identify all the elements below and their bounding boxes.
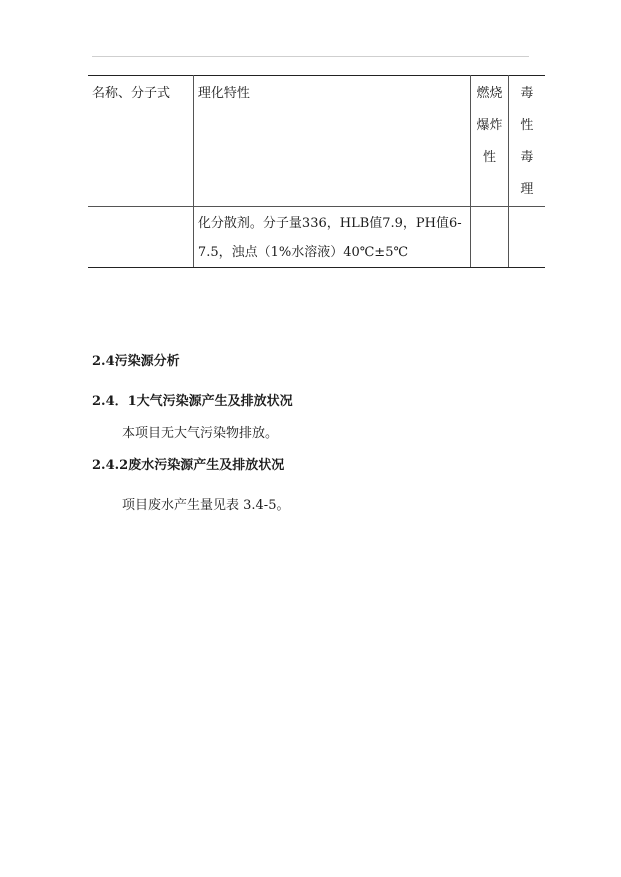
- page-header-rule: [92, 56, 529, 57]
- header-flammability-text: 燃烧 爆炸 性: [476, 86, 503, 165]
- header-toxicity: [508, 76, 545, 207]
- table-row: [88, 207, 545, 268]
- cell-properties: 化分散剂。分子量336，HLB值7.9，PH值6-7.5，浊点（1%水溶液）40℃±5℃: [193, 207, 470, 268]
- wastewater-text: 项目废水产生量见表 3.4-5。: [122, 498, 290, 513]
- air-pollution-text: 本项目无大气污染物排放。: [122, 426, 279, 441]
- section-title-wastewater: 2.4.2废水污染源产生及排放状况: [92, 458, 285, 473]
- cell-name: [88, 207, 193, 268]
- section-title-pollution-source: 2.4污染源分析: [92, 354, 180, 369]
- table-header-row: [88, 76, 545, 207]
- header-properties: 理化特性: [193, 76, 470, 207]
- properties-table: [88, 75, 545, 268]
- cell-flammability: [471, 207, 508, 268]
- section-title-air-pollution: 2.4．1大气污染源产生及排放状况: [92, 394, 293, 409]
- header-flammability: [471, 76, 508, 207]
- header-name: 名称、分子式: [88, 76, 193, 207]
- header-toxicity-text: 毒 性 毒 理: [520, 86, 534, 197]
- cell-toxicity: [508, 207, 545, 268]
